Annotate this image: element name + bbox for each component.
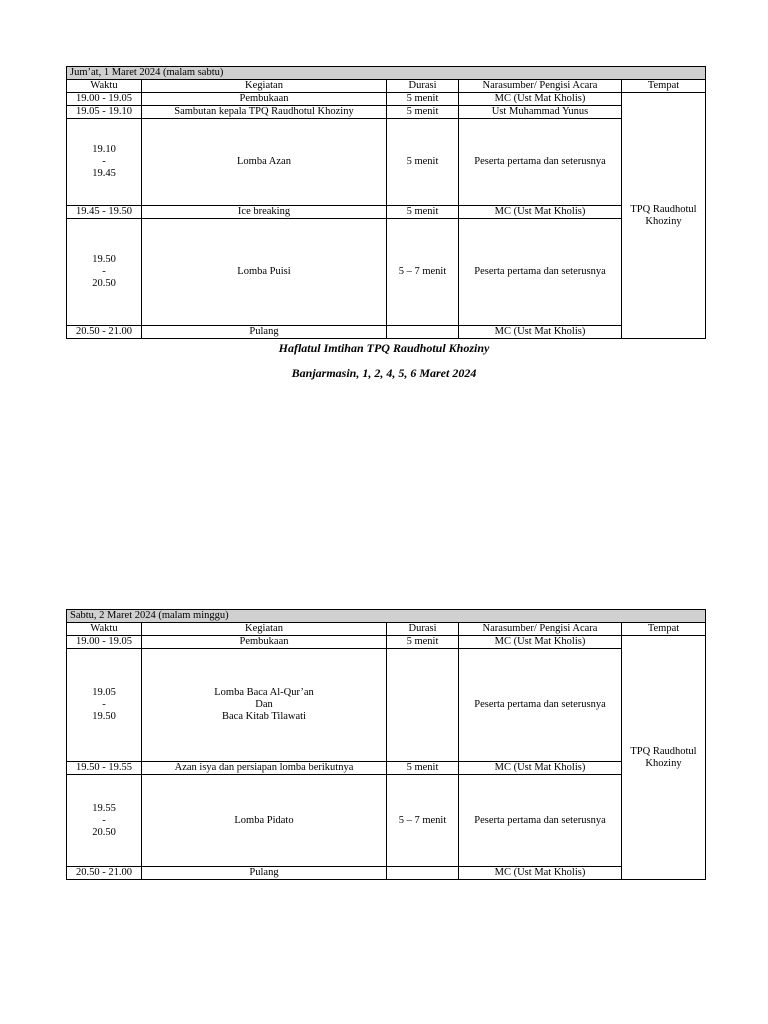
duration-cell: 5 menit xyxy=(387,206,459,219)
speaker-cell: MC (Ust Mat Kholis) xyxy=(459,206,622,219)
duration-cell xyxy=(387,649,459,762)
time-cell: 19.50 - 19.55 xyxy=(67,762,142,775)
activity-cell xyxy=(142,649,387,762)
activity-line: Dan xyxy=(255,699,273,710)
speaker-cell: Peserta pertama dan seterusnya xyxy=(459,219,622,326)
duration-cell: 5 menit xyxy=(387,636,459,649)
col-header-narasumber: Narasumber/ Pengisi Acara xyxy=(459,623,622,636)
activity-cell: Ice breaking xyxy=(142,206,387,219)
time-cell: 19.00 - 19.05 xyxy=(67,636,142,649)
place-cell: TPQ Raudhotul Khoziny xyxy=(622,93,706,339)
col-header-kegiatan: Kegiatan xyxy=(142,80,387,93)
table-row xyxy=(67,649,706,762)
time-start: 19.50 xyxy=(92,254,116,265)
table-row xyxy=(67,762,706,775)
activity-cell: Pembukaan xyxy=(142,93,387,106)
activity-cell: Azan isya dan persiapan lomba berikutnya xyxy=(142,762,387,775)
table-row xyxy=(67,106,706,119)
time-cell: 19.45 - 19.50 xyxy=(67,206,142,219)
table-row xyxy=(67,636,706,649)
schedule-table-day1 xyxy=(66,66,706,339)
speaker-cell: Peserta pertama dan seterusnya xyxy=(459,775,622,867)
speaker-cell: MC (Ust Mat Kholis) xyxy=(459,93,622,106)
time-dash: - xyxy=(102,266,106,277)
time-start: 19.55 xyxy=(92,802,116,814)
col-header-tempat: Tempat xyxy=(622,80,706,93)
time-cell: 19.05 - 19.10 xyxy=(67,106,142,119)
duration-cell xyxy=(387,867,459,880)
activity-line: Baca Kitab Tilawati xyxy=(222,711,306,722)
activity-cell: Lomba Pidato xyxy=(142,775,387,867)
speaker-cell: MC (Ust Mat Kholis) xyxy=(459,867,622,880)
day-header: Jum’at, 1 Maret 2024 (malam sabtu) xyxy=(67,67,706,80)
activity-cell: Pulang xyxy=(142,326,387,339)
speaker-cell: Peserta pertama dan seterusnya xyxy=(459,649,622,762)
schedule-table-day2 xyxy=(66,609,706,880)
time-start: 19.10 xyxy=(92,144,116,155)
duration-cell: 5 menit xyxy=(387,106,459,119)
table-row xyxy=(67,119,706,206)
activity-cell: Lomba Azan xyxy=(142,119,387,206)
time-dash: - xyxy=(102,814,106,826)
activity-cell: Lomba Puisi xyxy=(142,219,387,326)
activity-cell: Sambutan kepala TPQ Raudhotul Khoziny xyxy=(142,106,387,119)
time-cell xyxy=(67,119,142,206)
time-end: 19.50 xyxy=(92,711,116,722)
table-row xyxy=(67,326,706,339)
time-cell xyxy=(67,219,142,326)
activity-line: Lomba Baca Al-Qur’an xyxy=(214,687,314,698)
speaker-cell: Peserta pertama dan seterusnya xyxy=(459,119,622,206)
time-cell: 20.50 - 21.00 xyxy=(67,867,142,880)
table-row xyxy=(67,93,706,106)
duration-cell: 5 – 7 menit xyxy=(387,775,459,867)
col-header-kegiatan: Kegiatan xyxy=(142,623,387,636)
time-dash: - xyxy=(102,699,106,710)
time-end: 20.50 xyxy=(92,278,116,289)
duration-cell: 5 menit xyxy=(387,762,459,775)
duration-cell: 5 menit xyxy=(387,119,459,206)
col-header-waktu: Waktu xyxy=(67,80,142,93)
table-row xyxy=(67,219,706,326)
speaker-cell: Ust Muhammad Yunus xyxy=(459,106,622,119)
table-row xyxy=(67,775,706,867)
day-header: Sabtu, 2 Maret 2024 (malam minggu) xyxy=(67,610,706,623)
col-header-waktu: Waktu xyxy=(67,623,142,636)
speaker-cell: MC (Ust Mat Kholis) xyxy=(459,326,622,339)
col-header-tempat: Tempat xyxy=(622,623,706,636)
speaker-cell: MC (Ust Mat Kholis) xyxy=(459,636,622,649)
duration-cell: 5 – 7 menit xyxy=(387,219,459,326)
time-cell: 20.50 - 21.00 xyxy=(67,326,142,339)
time-end: 20.50 xyxy=(92,826,116,838)
duration-cell: 5 menit xyxy=(387,93,459,106)
time-cell: 19.00 - 19.05 xyxy=(67,93,142,106)
place-cell: TPQ Raudhotul Khoziny xyxy=(622,636,706,880)
duration-cell xyxy=(387,326,459,339)
time-dash: - xyxy=(102,156,106,167)
col-header-durasi: Durasi xyxy=(387,623,459,636)
table-row xyxy=(67,206,706,219)
speaker-cell: MC (Ust Mat Kholis) xyxy=(459,762,622,775)
time-start: 19.05 xyxy=(92,687,116,698)
document-title: Haflatul Imtihan TPQ Raudhotul Khoziny xyxy=(278,341,490,355)
time-end: 19.45 xyxy=(92,168,116,179)
time-cell xyxy=(67,649,142,762)
document-subtitle: Banjarmasin, 1, 2, 4, 5, 6 Maret 2024 xyxy=(291,366,477,380)
table-row xyxy=(67,867,706,880)
col-header-durasi: Durasi xyxy=(387,80,459,93)
time-cell xyxy=(67,775,142,867)
activity-cell: Pulang xyxy=(142,867,387,880)
col-header-narasumber: Narasumber/ Pengisi Acara xyxy=(459,80,622,93)
activity-cell: Pembukaan xyxy=(142,636,387,649)
